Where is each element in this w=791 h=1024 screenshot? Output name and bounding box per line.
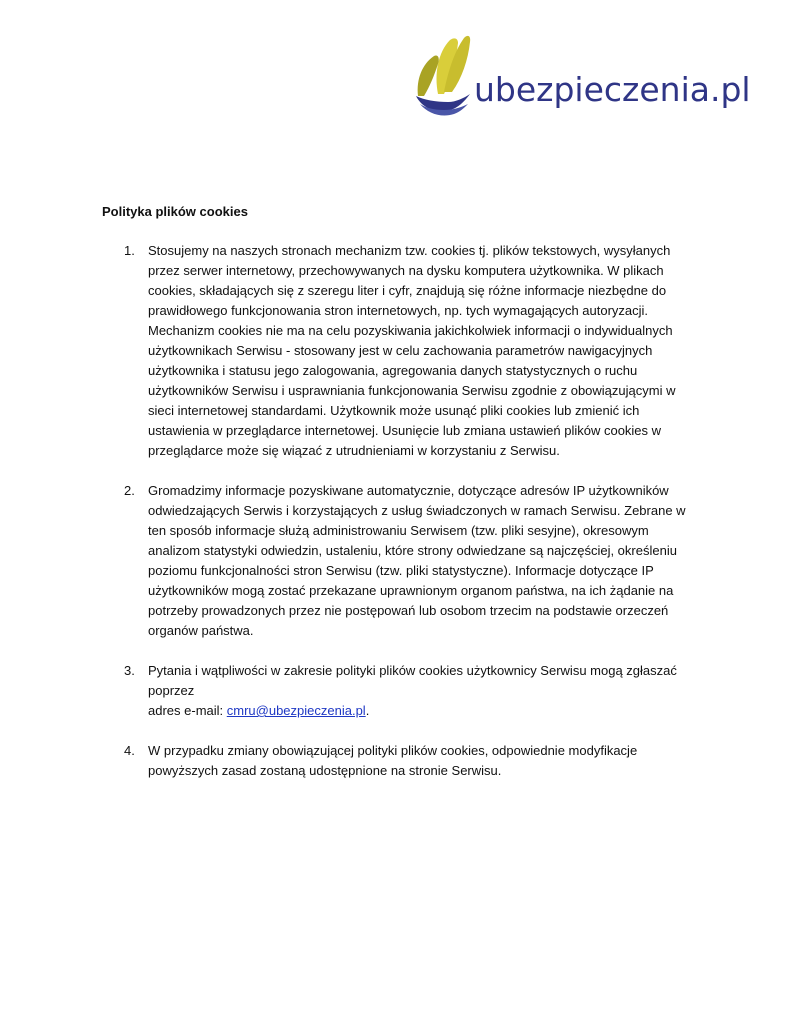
list-item-number: 3. xyxy=(124,663,135,678)
list-item-text: Gromadzimy informacje pozyskiwane automatycznie, dotyczące adresów IP użytkowników odwiedzających Serwis i korzystających z usług świadczonych w ramach Serwisu. Zebrane w ten sposób informacje służą administrowaniu Serwisem (tzw. pliki sesyjne), okresowym analizom statystyki odwiedzin, ustaleniu, które strony odwiedzane są najczęściej, określeniu poziomu funkcjonalności stron Serwisu (tzw. pliki statystyczne). Informacje dotyczące IP użytkowników mogą zostać przekazane uprawnionym organom państwa, na ich żądanie na potrzeby prowadzonych przez nie postępowań lub osobom trzecim na podstawie orzeczeń organów państwa. xyxy=(148,483,686,638)
list-item xyxy=(102,481,702,641)
page-title: Polityka plików cookies xyxy=(102,204,248,219)
list-item-text: W przypadku zmiany obowiązującej polityki plików cookies, odpowiednie modyfikacje powyższych zasad zostaną udostępnione na stronie Serwisu. xyxy=(148,743,638,778)
email-line xyxy=(148,701,702,721)
list-item xyxy=(102,661,702,721)
list-item-text: Pytania i wątpliwości w zakresie polityki plików cookies użytkownicy Serwisu mogą zgłaszać poprzez xyxy=(148,663,677,698)
company-logo[interactable] xyxy=(414,34,759,116)
email-prefix: adres e-mail: xyxy=(148,703,227,718)
list-item xyxy=(102,241,702,461)
email-link[interactable]: cmru@ubezpieczenia.pl xyxy=(226,703,366,718)
policy-list xyxy=(102,241,702,801)
list-item-number: 1. xyxy=(124,243,135,258)
list-item-text: Stosujemy na naszych stronach mechanizm tzw. cookies tj. plików tekstowych, wysyłanych przez serwer internetowy, przechowywanych na dysku komputera użytkownika. W plikach cookies, składających się z szeregu liter i cyfr, znajdują się różne informacje niezbędne do prawidłowego funkcjonowania stron internetowych, np. tych wymagających autoryzacji. Mechanizm cookies nie ma na celu pozyskiwania jakichkolwiek informacji o indywidualnych użytkownikach Serwisu - stosowany jest w celu zachowania parametrów nawigacyjnych użytkownika i statusu jego zalogowania, agregowania danych statystycznych o ruchu użytkowników Serwisu i usprawniania funkcjonowania Serwisu zgodnie z obowiązującymi w sieci internetowej standardami. Użytkownik może usunąć pliki cookies lub zmienić ich ustawienia w przeglądarce internetowej. Usunięcie lub zmiana ustawień plików cookies w przeglądarce może się wiązać z utrudnieniami w korzystaniu z Serwisu. xyxy=(148,243,676,458)
logo-leaves-icon xyxy=(414,34,472,116)
email-suffix: . xyxy=(365,703,370,718)
list-item xyxy=(102,741,702,781)
logo-wordmark: ubezpieczenia.pl xyxy=(474,70,751,109)
list-item-number: 4. xyxy=(124,743,135,758)
list-item-number: 2. xyxy=(124,483,135,498)
